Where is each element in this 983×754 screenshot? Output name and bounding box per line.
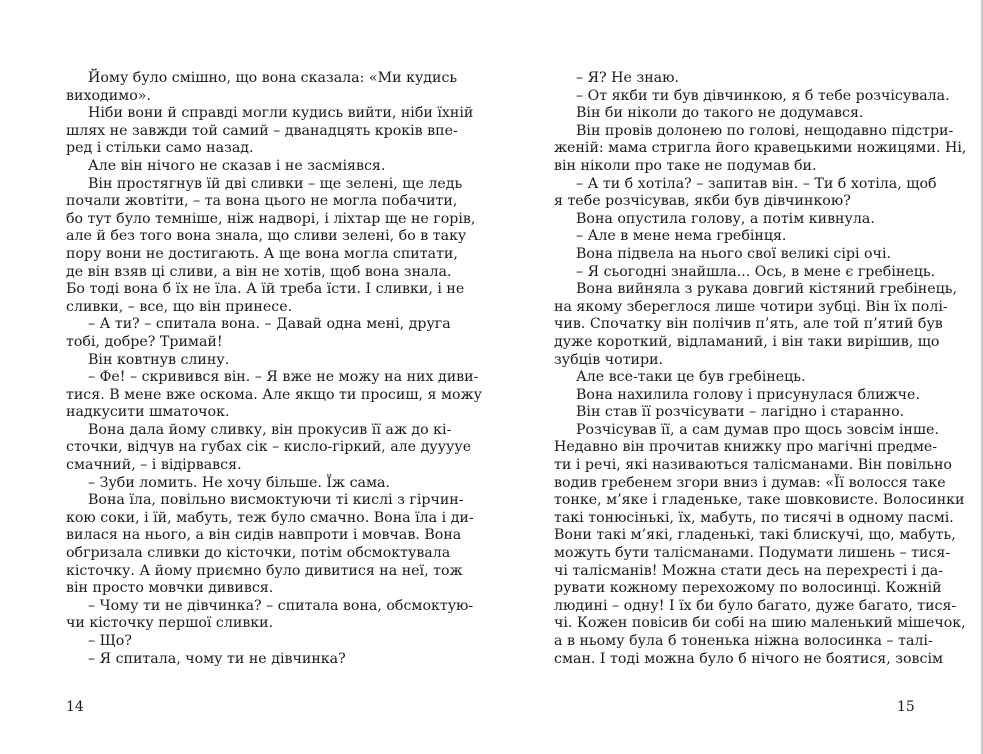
text-line: сливки, – все, що він принесе. <box>66 298 293 315</box>
text-line: людині – одну! І їх би було багато, дуже багато, тися- <box>554 597 957 614</box>
text-line: Розчісував її, а сам думав про щось зовсім інше. <box>576 421 939 438</box>
text-line: – Але в мене нема гребінця. <box>576 228 787 245</box>
text-line: надкусити шматочок. <box>66 404 230 421</box>
text-line: – Зуби ломить. Не хочу більше. Їж сама. <box>88 474 390 491</box>
text-line: водив гребенем згори вниз і думав: «Її волосся таке <box>554 474 946 491</box>
text-line: – Що? <box>88 633 132 649</box>
text-line: Ніби вони й справді могли кудись вийти, ніби їхній <box>88 105 474 122</box>
text-line: Йому було смішно, що вона сказала: «Ми кудись <box>88 70 458 86</box>
text-line: чи кісточку першої сливки. <box>66 615 274 632</box>
text-line: рувати кожному перехожому по волосинці. Кожній <box>554 580 942 597</box>
text-line: Вони такі м’які, гладенькі, такі блискучі, що, мабуть, <box>554 527 956 544</box>
text-line: Бо тоді вона б їх не їла. А їй треба їсти. І сливки, і не <box>66 281 465 298</box>
text-line: Але він нічого не сказав і не засміявся. <box>88 157 386 174</box>
text-line: він ніколи про таке не подумав би. <box>554 157 817 174</box>
left-page-number: 14 <box>66 699 84 715</box>
text-line: Вона нахилила голову і присунулася ближче. <box>576 386 920 403</box>
text-line: Недавно він прочитав книжку про магічні предме- <box>554 439 938 456</box>
text-line: виходимо». <box>66 87 151 104</box>
text-line: він просто мовчки дивився. <box>66 580 274 597</box>
text-line: женій: мама стригла його кравецькими ножицями. Ні, <box>554 140 967 157</box>
text-line: Він став її розчісувати – лагідно і старанно. <box>576 404 905 421</box>
text-line: – Я? Не знаю. <box>576 70 679 86</box>
text-line: – А ти б хотіла? – запитав він. – Ти б хотіла, щоб <box>576 175 937 192</box>
text-line: Вона їла, повільно висмоктуючи ті кислі з гірчин- <box>88 492 464 509</box>
right-page-number: 15 <box>897 699 915 715</box>
text-line: а в ньому була б тоненька ніжна волосинка – талі- <box>554 633 933 649</box>
text-line: чив. Спочатку він полічив п’ять, але той п’ятий був <box>554 316 943 333</box>
text-line: Він ковтнув слину. <box>88 351 230 368</box>
text-line: можуть бути талісманами. Подумати лишень – тися- <box>554 545 951 562</box>
text-line: я тебе розчісував, якби був дівчинкою? <box>554 193 851 210</box>
text-line: Вона дала йому сливку, він прокусив її аж до кі- <box>88 421 452 438</box>
text-line: кою соки, і їй, мабуть, теж було смачно. Вона їла і ди- <box>66 509 474 526</box>
text-line: зубців чотири. <box>554 351 664 368</box>
text-line: сточки, відчув на губах сік – кисло-гіркий, але дууууе <box>66 439 472 456</box>
text-line: смачний, – і відірвався. <box>66 457 242 474</box>
text-line: дуже короткий, відламаний, і він таки вирішив, що <box>554 333 940 350</box>
text-line: тобі, добре? Тримай! <box>66 333 223 350</box>
text-line: тися. В мене вже оскома. Але якщо ти просиш, я можу <box>66 386 482 403</box>
text-line: – От якби ти був дівчинкою, я б тебе розчісувала. <box>576 87 950 104</box>
text-line: ти і речі, які називаються талісманами. Він повільно <box>554 457 952 474</box>
text-line: пору вони не достигають. А ще вона могла спитати, <box>66 245 458 262</box>
text-line: Вона підвела на нього свої великі сірі очі. <box>576 245 891 262</box>
text-line: тонке, м’яке і гладеньке, таке шовковисте. Волосинки <box>554 492 965 509</box>
text-line: вилася на нього, а він сидів навпроти і мовчав. Вона <box>66 527 462 544</box>
text-line: почали жовтіти, – та вона цього не могла побачити, <box>66 193 458 210</box>
text-line: на якому збереглося лише чотири зубці. Він їх полі- <box>554 298 948 315</box>
text-line: бо тут було темніше, ніж надворі, і ліхтар ще не горів, <box>66 210 476 227</box>
text-line: ред і стільки само назад. <box>66 140 254 157</box>
text-line: – Чому ти не дівчинка? – спитала вона, обсмоктую- <box>88 597 474 614</box>
text-line: кісточку. А йому приємно було дивитися на неї, тож <box>66 562 463 579</box>
text-line: Він би ніколи до такого не додумався. <box>576 105 864 122</box>
text-line: – Я спитала, чому ти не дівчинка? <box>88 650 346 667</box>
left-page-text <box>66 70 482 668</box>
text-line: Він простягнув їй дві сливки – ще зелені, ще ледь <box>88 175 463 192</box>
text-line: – Фе! – скривився він. – Я вже не можу на них диви- <box>88 369 479 386</box>
text-line: Вона опустила голову, а потім кивнула. <box>576 210 875 227</box>
text-line: чі. Кожен повісив би собі на шию маленький мішечок, <box>554 615 966 632</box>
text-line: Він провів долонею по голові, нещодавно підстри- <box>576 122 954 139</box>
text-line: – Я сьогодні знайшла... Ось, в мене є гребінець. <box>576 263 936 280</box>
text-line: такі тонюсінькі, їх, мабуть, по тисячі в одному пасмі. <box>554 509 954 526</box>
text-line: Але все-таки це був гребінець. <box>576 369 806 386</box>
right-page-text <box>554 70 967 668</box>
text-line: Вона вийняла з рукава довгий кістяний гребінець, <box>576 281 957 298</box>
text-line: шлях не завжди той самий – дванадцять кроків впе- <box>66 122 458 139</box>
text-line: де він взяв ці сливи, а він не хотів, щоб вона знала. <box>66 263 452 280</box>
text-line: але й без того вона знала, що сливи зелені, бо в таку <box>66 228 467 245</box>
text-line: сман. І тоді можна було б нічого не боятися, зовсім <box>554 650 944 667</box>
text-line: чі талісманів! Можна стати десь на перехресті і да- <box>554 562 943 579</box>
text-line: – А ти? – спитала вона. – Давай одна мені, друга <box>88 316 451 333</box>
text-line: обгризала сливки до кісточки, потім обсмоктувала <box>66 545 451 562</box>
